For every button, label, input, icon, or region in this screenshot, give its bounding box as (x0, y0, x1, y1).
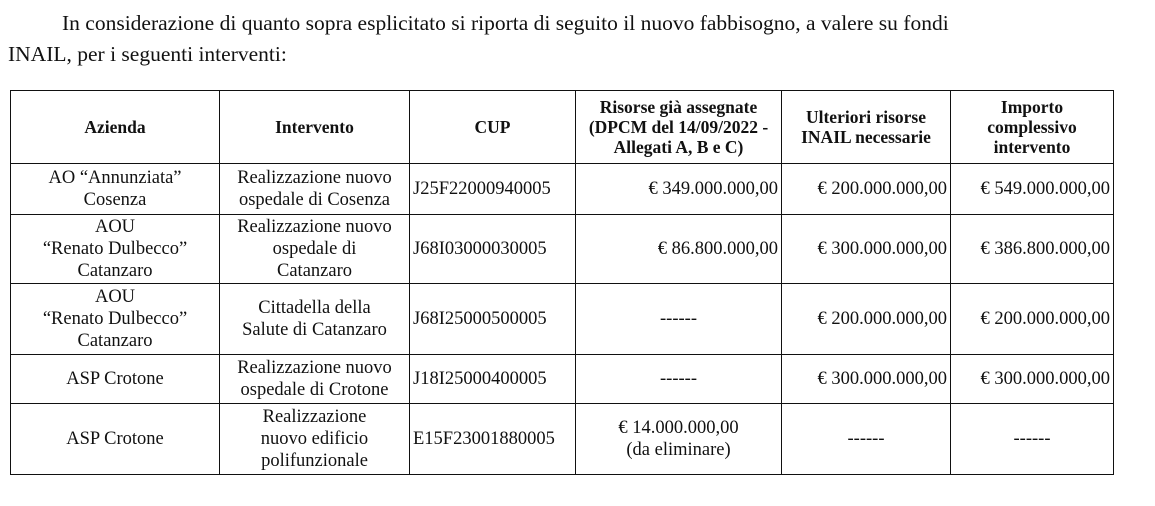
cell-importo: € 300.000.000,00 (951, 355, 1114, 404)
cell-ulteriori: € 200.000.000,00 (782, 164, 951, 215)
interventions-table (10, 90, 1114, 475)
table-row (11, 355, 1114, 404)
cell-importo: € 549.000.000,00 (951, 164, 1114, 215)
cell-risorse: ------ (576, 355, 782, 404)
cell-cup: J18I25000400005 (410, 355, 576, 404)
intro-line-2: INAIL, per i seguenti interventi: (8, 42, 287, 66)
cell-azienda: ASP Crotone (11, 355, 220, 404)
table-row (11, 284, 1114, 355)
header-azienda: Azienda (11, 91, 220, 164)
table-row (11, 215, 1114, 284)
cell-intervento: Realizzazione nuovo ospedale di Catanzaro (220, 215, 410, 284)
cell-azienda: AOU “Renato Dulbecco” Catanzaro (11, 215, 220, 284)
cell-risorse: € 349.000.000,00 (576, 164, 782, 215)
cell-intervento: Cittadella della Salute di Catanzaro (220, 284, 410, 355)
cell-ulteriori: € 300.000.000,00 (782, 355, 951, 404)
cell-cup: J68I03000030005 (410, 215, 576, 284)
header-cup: CUP (410, 91, 576, 164)
header-importo: Importo complessivo intervento (951, 91, 1114, 164)
intro-line-1: In considerazione di quanto sopra esplicitato si riporta di seguito il nuovo fabbisogno, a valere su fondi (62, 11, 949, 35)
cell-cup: J25F22000940005 (410, 164, 576, 215)
header-ulteriori: Ulteriori risorse INAIL necessarie (782, 91, 951, 164)
intro-paragraph (8, 8, 1138, 70)
cell-intervento: Realizzazione nuovo edificio polifunzionale (220, 404, 410, 475)
header-risorse: Risorse già assegnate (DPCM del 14/09/2022 - Allegati A, B e C) (576, 91, 782, 164)
cell-risorse: € 86.800.000,00 (576, 215, 782, 284)
cell-azienda: ASP Crotone (11, 404, 220, 475)
header-intervento: Intervento (220, 91, 410, 164)
cell-importo: € 200.000.000,00 (951, 284, 1114, 355)
cell-ulteriori: ------ (782, 404, 951, 475)
cell-ulteriori: € 200.000.000,00 (782, 284, 951, 355)
cell-intervento: Realizzazione nuovo ospedale di Cosenza (220, 164, 410, 215)
cell-importo: ------ (951, 404, 1114, 475)
cell-azienda: AO “Annunziata” Cosenza (11, 164, 220, 215)
cell-risorse: € 14.000.000,00 (da eliminare) (576, 404, 782, 475)
table-row (11, 404, 1114, 475)
table-row (11, 164, 1114, 215)
cell-ulteriori: € 300.000.000,00 (782, 215, 951, 284)
cell-azienda: AOU “Renato Dulbecco” Catanzaro (11, 284, 220, 355)
table-header-row (11, 91, 1114, 164)
cell-cup: E15F23001880005 (410, 404, 576, 475)
cell-risorse: ------ (576, 284, 782, 355)
cell-importo: € 386.800.000,00 (951, 215, 1114, 284)
cell-cup: J68I25000500005 (410, 284, 576, 355)
cell-intervento: Realizzazione nuovo ospedale di Crotone (220, 355, 410, 404)
